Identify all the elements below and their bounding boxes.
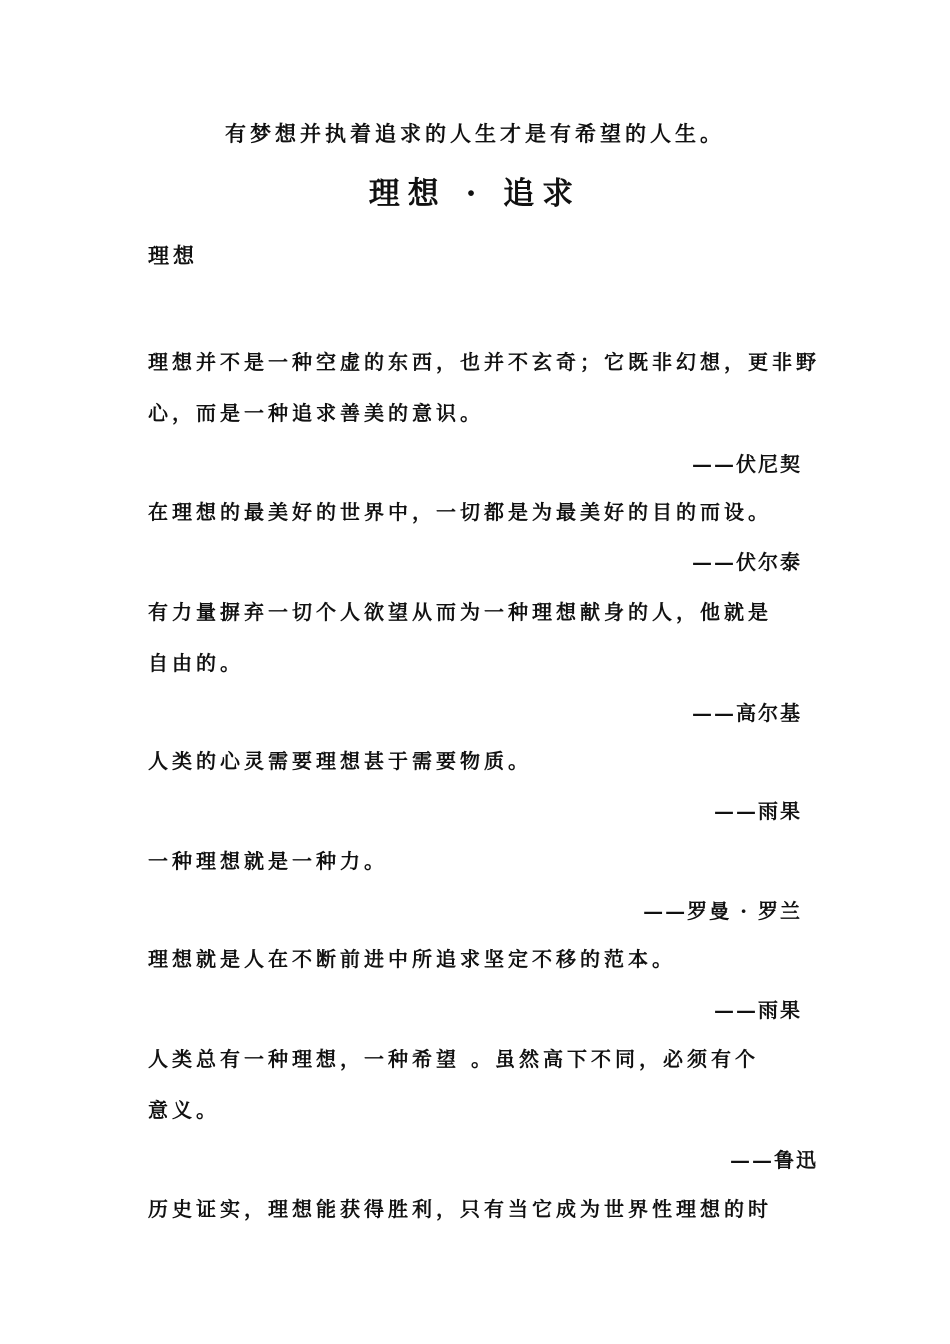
quote-line: 一种理想就是一种力。: [148, 849, 388, 873]
quote-author: ——伏尼契: [692, 452, 802, 476]
quote-author: ——罗曼 · 罗兰: [643, 899, 802, 923]
section-heading: 理想: [148, 243, 198, 268]
quote-author: ——伏尔泰: [692, 550, 802, 574]
quote-line: 意义。: [148, 1098, 220, 1122]
quote-line: 心，而是一种追求善美的意识。: [148, 401, 484, 425]
quote-line: 人类的心灵需要理想甚于需要物质。: [148, 749, 532, 773]
motto: 有梦想并执着追求的人生才是有希望的人生。: [225, 121, 725, 146]
quote-line: 自由的。: [148, 651, 244, 675]
quote-author: ——雨果: [714, 998, 802, 1022]
quote-author: ——雨果: [714, 799, 802, 823]
quote-line: 在理想的最美好的世界中，一切都是为最美好的目的而设。: [148, 500, 772, 524]
quote-author: ——鲁迅: [730, 1148, 818, 1172]
quote-author: ——高尔基: [692, 701, 802, 725]
quote-line: 理想就是人在不断前进中所追求坚定不移的范本。: [148, 947, 676, 971]
page-title: 理想 · 追求: [368, 176, 582, 212]
quote-line: 历史证实，理想能获得胜利，只有当它成为世界性理想的时: [148, 1197, 772, 1221]
quote-line: 理想并不是一种空虚的东西，也并不玄奇；它既非幻想，更非野: [148, 350, 820, 374]
quote-line: 有力量摒弃一切个人欲望从而为一种理想献身的人，他就是: [148, 600, 772, 624]
quote-line: 人类总有一种理想，一种希望 。虽然高下不同，必须有个: [148, 1047, 759, 1071]
